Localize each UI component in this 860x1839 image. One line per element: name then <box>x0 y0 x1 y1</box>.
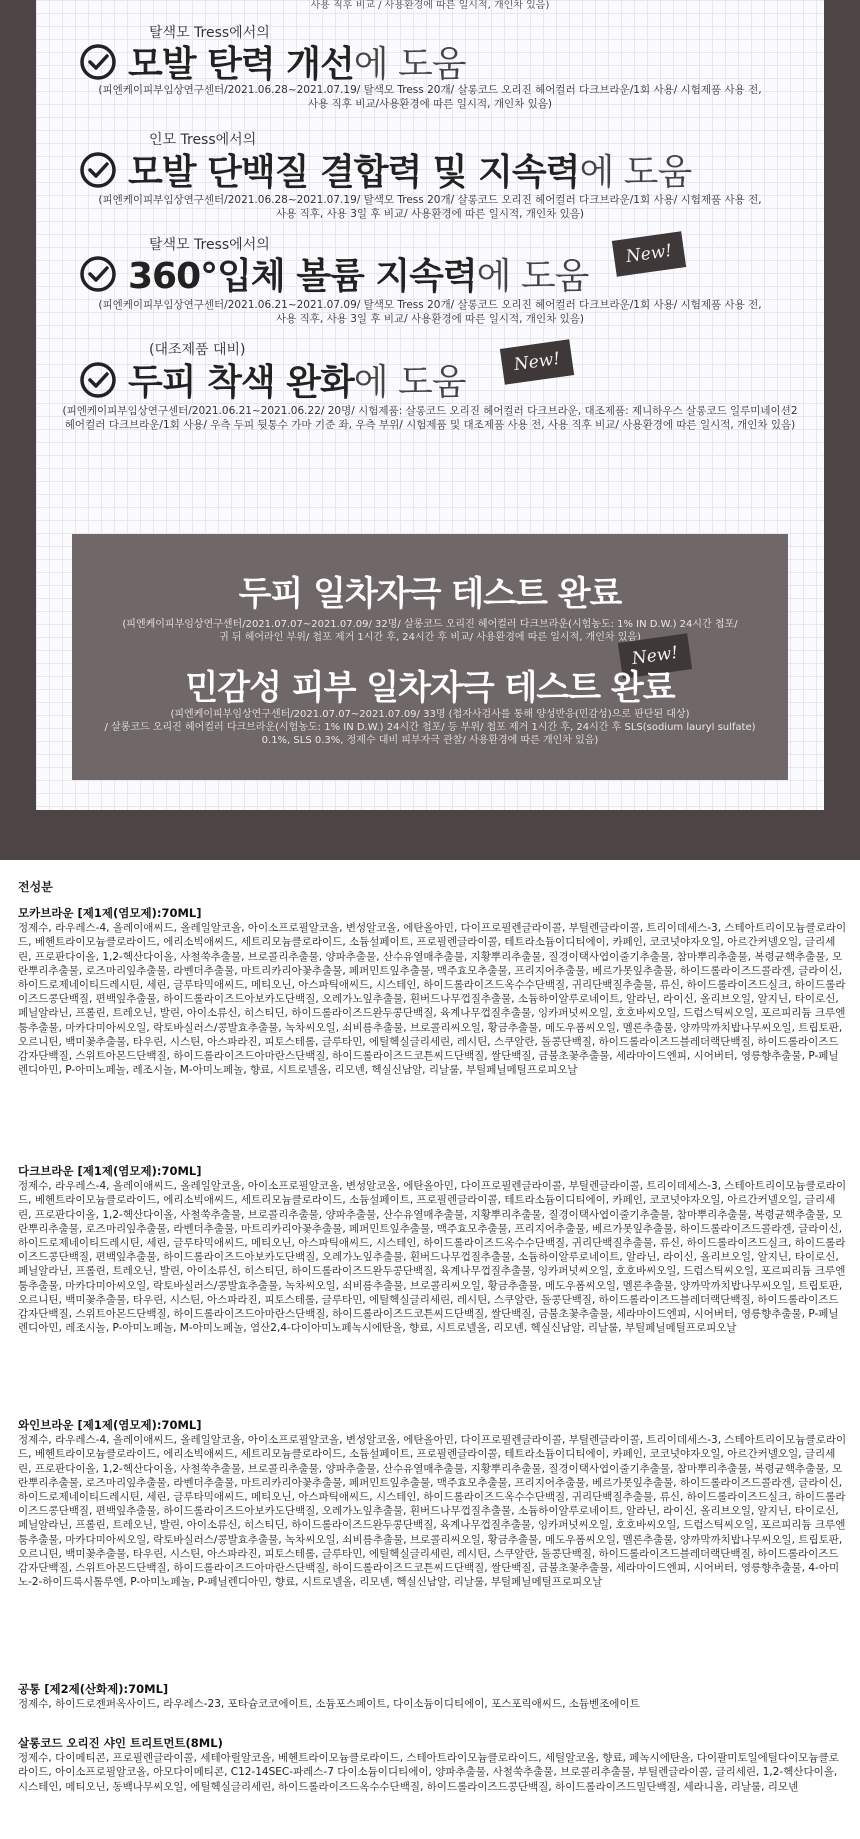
test-2-note-line1: (피엔케이피부임상연구센터/2021.07.07~2021.07.09/ 33명 (첩자사검사를 통해 양성반응(민감성)으로 판단된 대상) <box>170 709 690 720</box>
claim-2-note-line1: (피엔케이피부임상연구센터/2021.06.28~2021.07.19/ 탈색모 Tress 20개/ 살롱코드 오리진 헤어컬러 다크브라운/1회 사용/ 시험제품 사용 전, <box>98 194 762 206</box>
ingredient-text: 정제수, 하이드로젠퍼옥사이드, 라우레스-23, 포타슘코코에이트, 소듐포스페이트, 다이소듐이디티에이, 포스포릭애씨드, 소듐벤조에이트 <box>18 1698 640 1711</box>
claim-4-bold: 두피 착색 완화 <box>128 362 354 403</box>
claim-2-note-line2: 사용 직후, 사용 3일 후 비교/ 사용환경에 따른 일시적, 개인차 있음) <box>276 208 584 220</box>
claim-4-suffix: 에 도움 <box>353 362 466 403</box>
test-results-box <box>72 534 788 780</box>
new-badge: New! <box>618 633 692 678</box>
claim-3-subtitle: 탈색모 Tress에서의 <box>149 237 270 253</box>
claim-3-note <box>36 298 824 326</box>
test-1-title: 두피 일차자극 테스트 완료 <box>238 574 622 614</box>
ingredient-heading: 와인브라운 [제1제(염모제):70ML] <box>18 1418 202 1432</box>
ingredient-block-mocha <box>18 906 848 1077</box>
check-circle-icon <box>78 42 118 82</box>
claim-3-bold: 360°입체 볼륨 지속력 <box>128 256 477 297</box>
claim-4-note <box>36 404 824 432</box>
ingredient-block-dark <box>18 1164 848 1335</box>
claim-3-note-line1: (피엔케이피부임상연구센터/2021.06.21~2021.07.09/ 탈색모 Tress 20개/ 살롱코드 오리진 헤어컬러 다크브라운/1회 사용/ 시험제품 사용 전, <box>98 299 762 311</box>
test-2-note-line3: 0.1%, SLS 0.3%, 정제수 대비 피부자극 관찰/ 사용환경에 따른 개인차 있음) <box>261 735 599 746</box>
claim-4-note-line1: (피엔케이피부임상연구센터/2021.06.21~2021.06.22/ 20명/ 시험제품: 살롱코드 오리진 헤어컬러 다크브라운, 대조제품: 제니하우스 살롱코드 일루미네이션2 <box>62 405 798 417</box>
claim-1-bold: 모발 탄력 개선 <box>128 44 354 85</box>
check-circle-icon <box>78 360 118 400</box>
claim-2-bold: 모발 단백질 결합력 및 지속력 <box>128 152 580 193</box>
claim-4-headline <box>78 354 466 405</box>
claim-1-suffix: 에 도움 <box>353 44 466 85</box>
test-2-title: 민감성 피부 일차자극 테스트 완료 <box>185 668 675 708</box>
test-2-note <box>72 708 788 747</box>
ingredient-heading: 살롱코드 오리진 샤인 트리트먼트(8ML) <box>18 1736 223 1750</box>
check-circle-icon <box>78 150 118 190</box>
claims-section <box>0 0 860 860</box>
claim-3-note-line2: 사용 직후, 사용 3일 후 비교/ 사용환경에 따른 일시적, 개인차 있음) <box>276 313 584 325</box>
claim-2-subtitle: 인모 Tress에서의 <box>149 132 257 148</box>
ingredient-heading: 다크브라운 [제1제(염모제):70ML] <box>18 1164 202 1178</box>
claim-3-headline <box>78 248 588 299</box>
claim-1-headline <box>78 36 466 87</box>
ingredient-heading: 공통 [제2제(산화제):70ML] <box>18 1682 169 1696</box>
new-badge: New! <box>500 339 574 384</box>
claim-3-suffix: 에 도움 <box>476 256 589 297</box>
claim-1-note-line1: (피엔케이피부임상연구센터/2021.06.28~2021.07.19/ 탈색모 Tress 20개/ 살롱코드 오리진 헤어컬러 다크브라운/1회 사용/ 시험제품 사용 전, <box>98 84 762 96</box>
ingredient-text: 정제수, 다이메티콘, 프로필렌글라이콜, 세테아릴알코올, 베헨트라이모늄클로라이드, 스테아트라이모늄클로라이드, 세틸알코올, 향료, 페녹시에탄올, 다이팔미토일에틸다이모늄클로라이드, 아이소프로필알코올, 아모다이메티콘, C12-14SEC-파레스-7 다이소듐이디티에이, 양파추출물, 사철쑥추출물, 브로콜리추출물, 부틸렌글라이콜, 글리세린, 1,2-헥산다이올, 시스테인, 메티오닌, 동백나무씨오일, 에틸헥실글리세린, 하이드롤라이즈드옥수수단백질, 하이드롤라이즈드콩단백질, 하이드롤라이즈드밀단백질, 세라니올, 리날룰, 리모넨 <box>18 1752 839 1793</box>
claim-1-note <box>36 83 824 111</box>
ingredient-block-treatment <box>18 1736 848 1794</box>
claim-2-note <box>36 193 824 221</box>
ingredient-block-wine <box>18 1418 848 1589</box>
ingredients-title: 전성분 <box>18 880 53 894</box>
test-1-note-line2: 귀 뒤 헤어라인 부위/ 첩포 제거 1시간 후, 24시간 후 비교/ 사용환경에 따른 일시적, 개인차 있음) <box>219 632 641 643</box>
ingredient-text: 정제수, 라우레스-4, 올레이애씨드, 올레일알코올, 아이소프로필알코올, 변성알코올, 에탄올아민, 다이프로필렌글라이콜, 부틸렌글라이콜, 트리이데세스-3, 스테아트리이모늄클로라이드, 베헨트라이모늄클로라이드, 에리소빅애씨드, 세트리모늄클로라이드, 소듐설페이트, 프로필렌글라이콜, 테트라소듐이디티에이, 카페인, 코코넛야자오일, 아르간커넬오일, 글리세린, 프로판다이올, 1,2-헥산다이올, 사철쑥추출물, 브로콜리추출물, 양파추출물, 산수유열매추출물, 지황뿌리추출물, 질경이택사엽이줄기추출물, 참마뿌리추출물, 복령균핵추출물, 모란뿌리추출물, 로즈마리잎추출물, 라벤더추출물, 마트리카리아꽃추출물, 페퍼민트잎추출물, 맥주효모추출물, 프리지어추출물, 베르가못잎추출물, 하이드롤라이즈드콜라겐, 글라이신, 하이드로제네이티드레시틴, 세린, 글루타믹애씨드, 메티오닌, 아스파틱애씨드, 시스테인, 하이드롤라이즈드옥수수단백질, 귀리단백질추출물, 류신, 하이드롤라이즈드실크, 하이드롤라이즈드콩단백질, 편백잎추출물, 하이드롤라이즈드아보카도단백질, 오레가노잎추출물, 흰버드나무껍질추출물, 소듐하이알루로네이트, 알라닌, 라이신, 올리브오일, 알지닌, 타이로신, 페닐알라닌, 프롤린, 트레오닌, 발린, 아이소류신, 히스티딘, 하이드롤라이즈드완두콩단백질, 육계나무껍질추출물, 잉카퍼넛씨오일, 호호바씨오일, 드럼스틱씨오일, 포르피리듐 크루엔툼추출물, 마카다미아씨오일, 락토바실러스/콩발효추출물, 녹차씨오일, 쇠비름추출물, 브로콜리씨오일, 황금추출물, 메도우폼씨오일, 멜론추출물, 양까막까치밥나무씨오일, 트립토판, 오르니틴, 백미꽃추출물, 타우린, 시스틴, 아스파라진, 피토스테롤, 글루타민, 에틸헥실글리세린, 레시틴, 스쿠알란, 돌콩단백질, 하이드롤라이즈드블레더랙단백질, 하이드롤라이즈드감자단백질, 스위트아몬드단백질, 하이드롤라이즈드아마란스단백질, 하이드롤라이즈드코튼씨드단백질, 쌀단백질, 금불초꽃추출물, 세라마이드엔피, 시어버터, 영릉향추출물, 4-아미노-2-하이드록시톨루엔, P-아미노페놀, P-페닐렌디아민, 향료, 시트로넬올, 리모넨, 헥실신남알, 리날룰, 부틸페닐메틸프로피오날 <box>18 1434 847 1589</box>
claim-4-note-line2: 헤어컬러 다크브라운/1회 사용/ 우측 두피 뒷통수 가마 기준 좌, 우측 부위/ 시험제품 및 대조제품 사용 전, 사용 직후 비교/ 사용환경에 따른 일시적, 개인차 있음) <box>64 419 796 431</box>
top-note-cut: 사용 직후 비교 / 사용환경에 따른 일시적, 개인차 있음) <box>310 0 550 11</box>
ingredient-heading: 모카브라운 [제1제(염모제):70ML] <box>18 906 202 920</box>
claim-2-suffix: 에 도움 <box>579 152 692 193</box>
claim-4-subtitle: (대조제품 대비) <box>149 342 246 358</box>
claim-1-subtitle: 탈색모 Tress에서의 <box>149 25 270 41</box>
ingredient-text: 정제수, 라우레스-4, 올레이애씨드, 올레일알코올, 아이소프로필알코올, 변성알코올, 에탄올아민, 다이프로필렌글라이콜, 부틸렌글라이콜, 트리이데세스-3, 스테아트리이모늄클로라이드, 베헨트라이모늄클로라이드, 에리소빅애씨드, 세트리모늄클로라이드, 소듐설페이트, 프로필렌글라이콜, 테트라소듐이디티에이, 카페인, 코코넛야자오일, 아르간커넬오일, 글리세린, 프로판다이올, 1,2-헥산다이올, 사철쑥추출물, 브로콜리추출물, 양파추출물, 산수유열매추출물, 지황뿌리추출물, 질경이택사엽이줄기추출물, 참마뿌리추출물, 복령균핵추출물, 모란뿌리추출물, 로즈마리잎추출물, 라벤더추출물, 마트리카리아꽃추출물, 페퍼민트잎추출물, 맥주효모추출물, 프리지어추출물, 베르가못잎추출물, 하이드롤라이즈드콜라겐, 글라이신, 하이드로제네이티드레시틴, 세린, 글루타믹애씨드, 메티오닌, 아스파틱애씨드, 시스테인, 하이드롤라이즈드옥수수단백질, 귀리단백질추출물, 류신, 하이드롤라이즈드실크, 하이드롤라이즈드콩단백질, 편백잎추출물, 하이드롤라이즈드아보카도단백질, 오레가노잎추출물, 흰버드나무껍질추출물, 소듐하이알루로네이트, 알라닌, 라이신, 올리브오일, 알지닌, 타이로신, 페닐알라닌, 프롤린, 트레오닌, 발린, 아이소류신, 히스티딘, 하이드롤라이즈드완두콩단백질, 육계나무껍질추출물, 잉카퍼넛씨오일, 호호바씨오일, 드럼스틱씨오일, 포르피리듐 크루엔툼추출물, 마카다미아씨오일, 락토바실러스/콩발효추출물, 녹차씨오일, 쇠비름추출물, 브로콜리씨오일, 황금추출물, 메도우폼씨오일, 멜론추출물, 양까막까치밥나무씨오일, 트립토판, 오르니틴, 백미꽃추출물, 타우린, 시스틴, 아스파라진, 피토스테롤, 글루타민, 에틸헥실글리세린, 레시틴, 스쿠알란, 돌콩단백질, 하이드롤라이즈드블레더랙단백질, 하이드롤라이즈드감자단백질, 스위트아몬드단백질, 하이드롤라이즈드아마란스단백질, 하이드롤라이즈드코튼씨드단백질, 쌀단백질, 금불초꽃추출물, 세라마이드엔피, 시어버터, 영릉향추출물, P-페닐렌디아민, 레조시놀, P-아미노페놀, M-아미노페놀, 염산2,4-다이아미노페녹시에탄올, 향료, 시트로넬올, 리모넨, 헥실신남알, 리날룰, 부틸페닐메틸프로피오날 <box>18 1180 847 1335</box>
ingredient-text: 정제수, 라우레스-4, 올레이애씨드, 올레일알코올, 아이소프로필알코올, 변성알코올, 에탄올아민, 다이프로필렌글라이콜, 부틸렌글라이콜, 트리이데세스-3, 스테아트리이모늄클로라이드, 베헨트라이모늄클로라이드, 에리소빅애씨드, 세트리모늄클로라이드, 소듐설페이트, 프로필렌글라이콜, 테트라소듐이디티에이, 카페인, 코코넛야자오일, 아르간커넬오일, 글리세린, 프로판다이올, 1,2-헥산다이올, 사철쑥추출물, 브로콜리추출물, 양파추출물, 산수유열매추출물, 지황뿌리추출물, 질경이택사엽이줄기추출물, 참마뿌리추출물, 복령균핵추출물, 모란뿌리추출물, 로즈마리잎추출물, 라벤더추출물, 마트리카리아꽃추출물, 페퍼민트잎추출물, 맥주효모추출물, 프리지어추출물, 베르가못잎추출물, 하이드롤라이즈드콜라겐, 글라이신, 하이드로제네이티드레시틴, 세린, 글루타믹애씨드, 메티오닌, 아스파틱애씨드, 시스테인, 하이드롤라이즈드옥수수단백질, 귀리단백질추출물, 류신, 하이드롤라이즈드실크, 하이드롤라이즈드콩단백질, 편백잎추출물, 하이드롤라이즈드아보카도단백질, 오레가노잎추출물, 흰버드나무껍질추출물, 소듐하이알루로네이트, 알라닌, 라이신, 올리브오일, 알지닌, 타이로신, 페닐알라닌, 프롤린, 트레오닌, 발린, 아이소류신, 히스티딘, 하이드롤라이즈드완두콩단백질, 육계나무껍질추출물, 잉카퍼넛씨오일, 호호바씨오일, 드럼스틱씨오일, 포르피리듐 크루엔툼추출물, 마카다미아씨오일, 락토바실러스/콩발효추출물, 녹차씨오일, 쇠비름추출물, 브로콜리씨오일, 황금추출물, 메도우폼씨오일, 멜론추출물, 양까막까치밥나무씨오일, 트립토판, 오르니틴, 백미꽃추출물, 타우린, 시스틴, 아스파라진, 피토스테롤, 글루타민, 에틸헥실글리세린, 레시틴, 스쿠알란, 돌콩단백질, 하이드롤라이즈드블레더랙단백질, 하이드롤라이즈드감자단백질, 스위트아몬드단백질, 하이드롤라이즈드아마란스단백질, 하이드롤라이즈드코튼씨드단백질, 쌀단백질, 금불초꽃추출물, 세라마이드엔피, 시어버터, 영릉향추출물, P-페닐렌디아민, P-아미노페놀, 레조시놀, M-아미노페놀, 향료, 시트로넬올, 리모넨, 헥실신남알, 리날룰, 부틸페닐메틸프로피오날 <box>18 922 847 1077</box>
claim-2-headline <box>78 144 691 195</box>
check-circle-icon <box>78 254 118 294</box>
ingredient-block-developer <box>18 1682 848 1711</box>
claim-1-note-line2: 사용 직후 비교/사용환경에 따른 일시적, 개인차 있음) <box>308 98 552 110</box>
test-2-note-line2: / 살롱코드 오리진 헤어컬러 다크브라운(시험농도: 1% IN D.W.) 24시간 첩포/ 등 부위/ 첩포 제거 1시간 후, 24시간 후 SLS(sodium lauryl sulfate) <box>104 722 756 733</box>
test-1-note-line1: (피엔케이피부임상연구센터/2021.07.07~2021.07.09/ 32명/ 살롱코드 오리진 헤어컬러 다크브라운(시험농도: 1% IN D.W.) 24시간 첩포/ <box>122 619 738 630</box>
new-badge: New! <box>612 231 686 276</box>
